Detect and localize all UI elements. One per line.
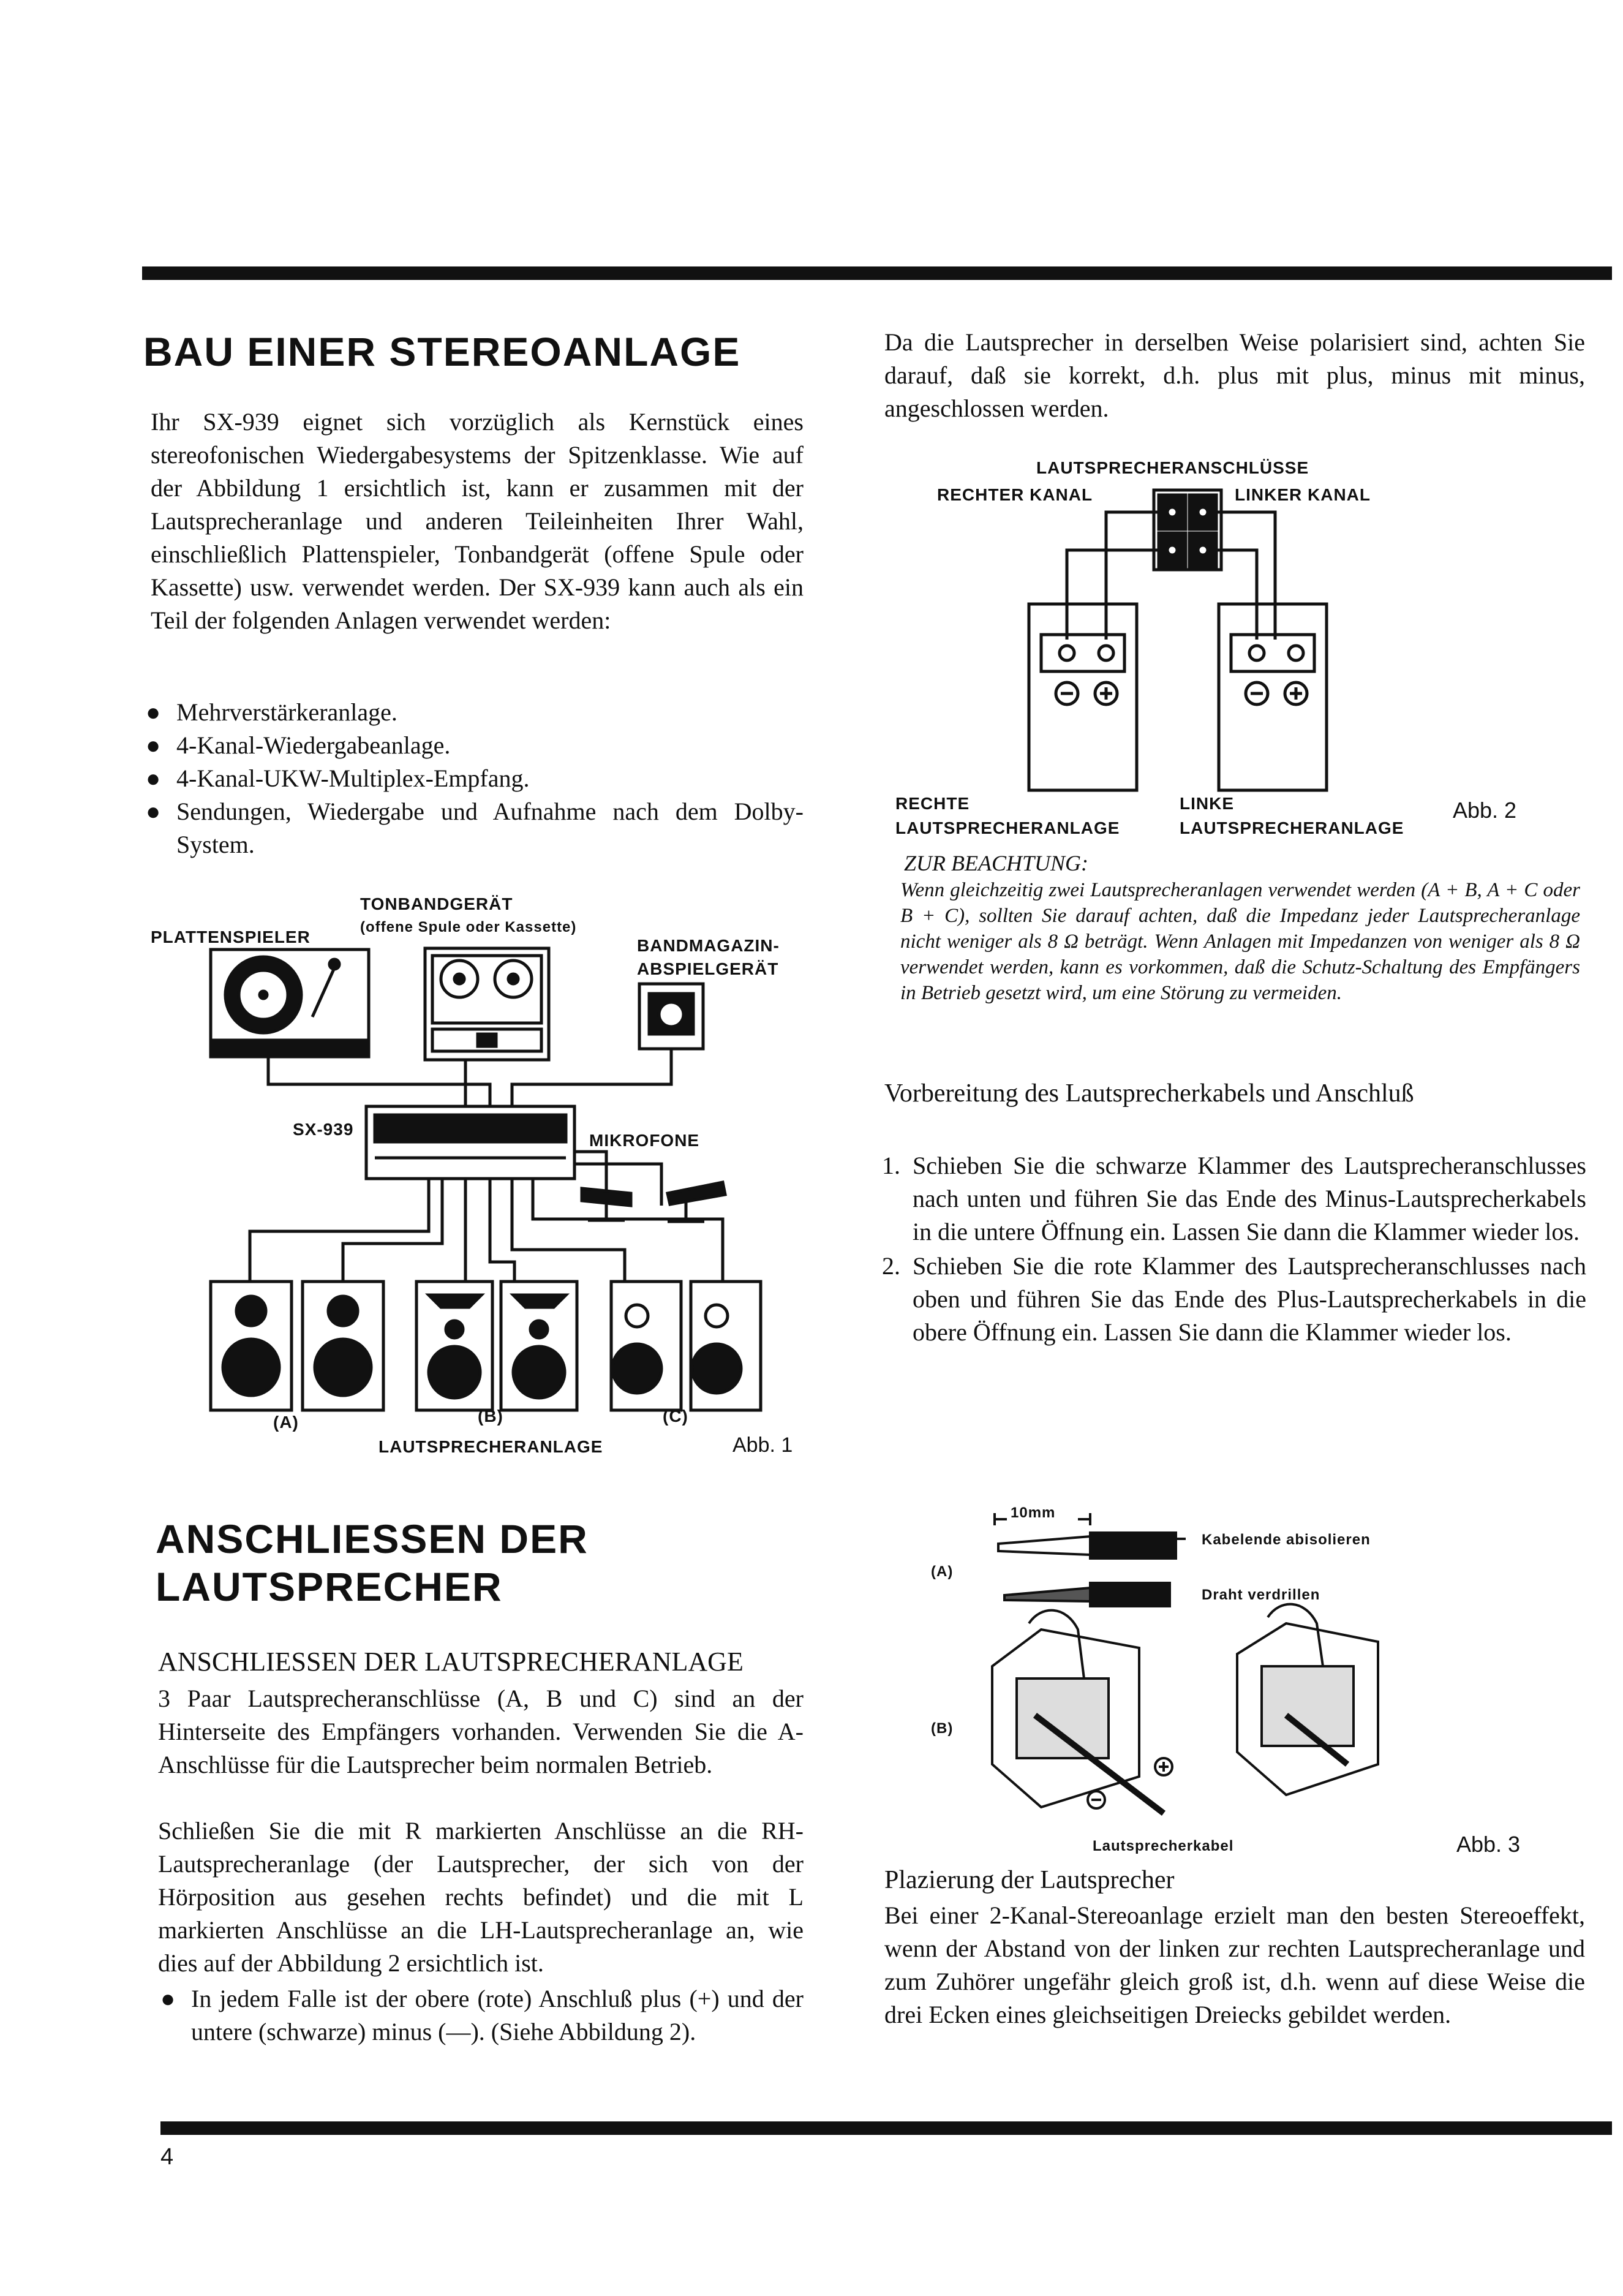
speaker-c-label: (C) [663, 1407, 688, 1426]
linker-kanal-label: LINKER KANAL [1235, 485, 1371, 504]
polarity-note-list [160, 1982, 804, 2049]
figure-1-caption: Abb. 1 [732, 1433, 793, 1457]
rechte-label-1: RECHTE [895, 794, 970, 813]
sx939-label: SX-939 [293, 1120, 354, 1139]
lautsprecheranlage-label: LAUTSPRECHERANLAGE [378, 1437, 603, 1456]
section-title-2-line-2: LAUTSPRECHER [156, 1564, 503, 1609]
section-title-2-line-1: ANSCHLIESSEN DER [156, 1516, 589, 1562]
note-body: Wenn gleichzeitig zwei Lautsprecheranlagen verwendet werden (A + B, A + C oder B + C), sollten Sie darauf achten, daß die Impedanz jeder Lautsprecheranlage nicht weniger als 8 Ω beträgt. Wenn Anlagen mit Impedanzen von weniger als 8 Ω verwendet werden, kann es vorkommen, daß die Schutz-Schaltung des Empfängers in Betrieb gesetzt wird, um eine Störung zu vermeiden. [900, 879, 1580, 1004]
bottom-rule [160, 2121, 1612, 2135]
fig2-title: LAUTSPRECHERANSCHLÜSSE [1036, 458, 1309, 477]
polarity-paragraph: Da die Lautsprecher in derselben Weise polarisiert sind, achten Sie darauf, daß sie korrekt, d.h. plus mit plus, minus mit minus, angeschlossen werden. [884, 328, 1585, 422]
twisted-cable-icon [1004, 1583, 1170, 1606]
rechte-label-2: LAUTSPRECHERANLAGE [895, 818, 1120, 837]
terminal-insert-icon [992, 1611, 1172, 1813]
connection-paragraph-2: Schließen Sie die mit R markierten Anschlüsse an die RH-Lautsprecheranlage (der Lautsprecher, der sich von der Hörposition aus gesehen rechts befindet) und die mit L markierten Anschlüsse an die LH-Lautsprecheranlage an, wie dies auf der Abbildung 2 ersichtlich ist. [158, 1817, 804, 1977]
note-heading: ZUR BEACHTUNG: [904, 851, 1089, 875]
stripped-cable-icon [998, 1533, 1186, 1558]
tonbandgeraet-label: TONBANDGERÄT [360, 894, 513, 913]
placement-paragraph: Bei einer 2-Kanal-Stereoanlage erzielt man den besten Stereoeffekt, wenn der Abstand von der linken zur rechten Lautsprecheranlage und zum Zuhörer ungefähr gleich groß ist, d.h. wenn auf diese Weise die drei Ecken eines gleichseitigen Dreiecks gebildet werden. [884, 1901, 1585, 2028]
ten-mm-label: 10mm [1011, 1505, 1056, 1521]
subheading-vorbereitung: Vorbereitung des Lautsprecherkabels und Anschluß [884, 1079, 1414, 1108]
plattenspieler-label: PLATTENSPIELER [151, 927, 311, 946]
abisolieren-label: Kabelende abisolieren [1202, 1531, 1371, 1548]
bandmagazin-label-2: ABSPIELGERÄT [637, 959, 779, 978]
tonband-sub-label: (offene Spule oder Kassette) [360, 919, 577, 935]
verdrillen-label: Draht verdrillen [1202, 1587, 1320, 1603]
linke-label-2: LAUTSPRECHERANLAGE [1180, 818, 1404, 837]
terminal-insert-icon [1237, 1604, 1378, 1795]
list-item: ● Mehrverstärkeranlage. [146, 698, 397, 726]
fig3-a-label: (A) [931, 1563, 954, 1580]
intro-paragraph: Ihr SX-939 eignet sich vorzüglich als Kernstück eines stereofonischen Wiedergabesystems der Spitzenklasse. Wie auf der Abbildung 1 ersichtlich ist, kann er zusammen mit der Lautsprecheranlage und anderen Teileinheiten Ihrer Wahl, einschließlich Plattenspieler, Tonbandgerät (offene Spule oder Kassette) usw. verwendet werden. Der SX-939 kann auch als ein Teil der folgenden Anlagen verwendet werden: [151, 408, 804, 634]
list-item: ● Sendungen, Wiedergabe und Aufnahme nach dem Dolby-System. [146, 798, 804, 858]
rechter-kanal-label: RECHTER KANAL [937, 485, 1093, 504]
list-item: ● 4-Kanal-Wiedergabeanlage. [146, 731, 451, 759]
lautsprecherkabel-label: Lautsprecherkabel [1093, 1838, 1234, 1854]
page-number: 4 [160, 2144, 174, 2170]
fig3-b-label: (B) [931, 1720, 954, 1737]
figure-2-caption: Abb. 2 [1453, 798, 1517, 823]
subheading-lautsprecheranlage: ANSCHLIESSEN DER LAUTSPRECHERANLAGE [158, 1647, 744, 1677]
bandmagazin-label-1: BANDMAGAZIN- [637, 936, 780, 955]
speaker-b-label: (B) [478, 1407, 503, 1426]
figure-3-caption: Abb. 3 [1456, 1832, 1521, 1857]
section-title: BAU EINER STEREOANLAGE [143, 329, 741, 374]
list-item: 1. Schieben Sie die schwarze Klammer des Lautsprecheranschlusses nach unten und führen Sie das Ende des Minus-Lautsprecherkabels in die untere Öffnung ein. Lassen Sie dann die Klammer wieder los. [882, 1152, 1586, 1245]
linke-label-1: LINKE [1180, 794, 1234, 813]
list-item: 2. Schieben Sie die rote Klammer des Lautsprecheranschlusses nach oben und führen Sie das Ende des Plus-Lautsprecherkabels in die obere Öffnung ein. Lassen Sie dann die Klammer wieder los. [882, 1252, 1586, 1346]
mikrofone-label: MIKROFONE [589, 1131, 700, 1150]
connection-paragraph-1: 3 Paar Lautsprecheranschlüsse (A, B und C) sind an der Hinterseite des Empfängers vorhanden. Verwenden Sie die A-Anschlüsse für die Lautsprecher beim normalen Betrieb. [158, 1685, 804, 1778]
list-item: ● In jedem Falle ist der obere (rote) Anschluß plus (+) und der untere (schwarze) minus (—). (Siehe Abbildung 2). [160, 1985, 804, 2045]
subheading-plazierung: Plazierung der Lautsprecher [884, 1866, 1175, 1894]
list-item: ● 4-Kanal-UKW-Multiplex-Empfang. [146, 765, 530, 792]
speaker-a-label: (A) [273, 1413, 299, 1432]
